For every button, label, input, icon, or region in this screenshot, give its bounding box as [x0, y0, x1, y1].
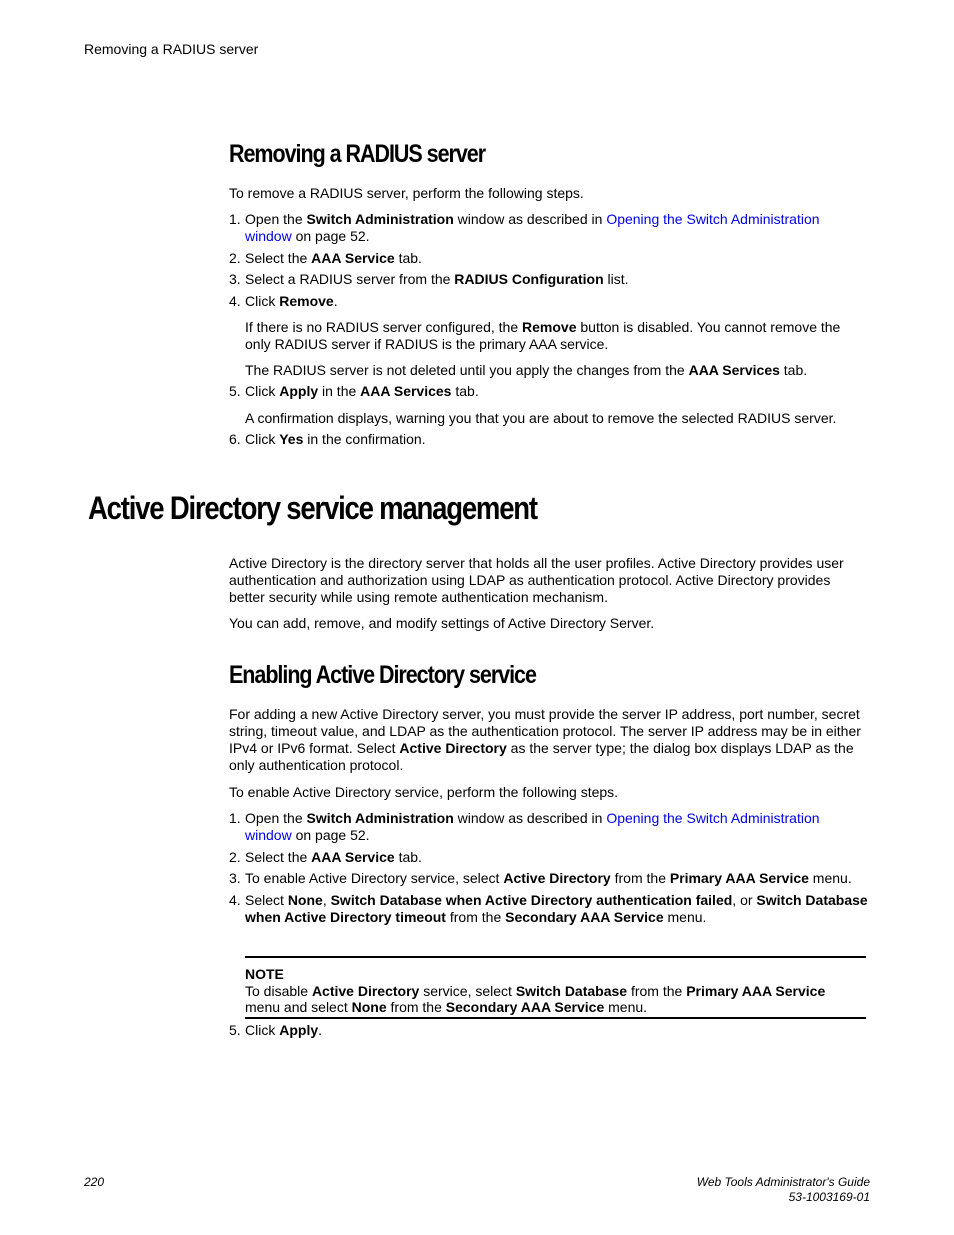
text-run: window as described in: [453, 810, 607, 826]
ui-term: RADIUS Configuration: [454, 271, 604, 287]
text-run: Select a RADIUS server from the: [245, 271, 455, 287]
text-run: Select: [245, 892, 288, 908]
ui-term: Secondary AAA Service: [445, 999, 605, 1015]
text-run: on page 52.: [291, 228, 370, 244]
step-text: [245, 211, 869, 245]
step-4-note-2: [245, 362, 869, 379]
note-top-rule: [245, 956, 866, 958]
text-run: in the confirmation.: [303, 431, 426, 447]
ui-term: Active Directory: [503, 870, 611, 886]
ui-term: Apply: [279, 383, 319, 399]
step-number: 6.: [229, 431, 241, 447]
note-bottom-rule: [245, 1017, 866, 1019]
section2-paragraph-1: [229, 706, 869, 774]
chapter-heading-active-directory: Active Directory service management: [88, 490, 537, 526]
note-label: NOTE: [245, 966, 284, 982]
text-run: as the server type; the dialog box displays LDAP as the only authentication protocol.: [229, 740, 854, 773]
step-2: [229, 849, 869, 866]
step-1: [229, 211, 869, 245]
note-text: [245, 983, 845, 1015]
text-run: menu.: [663, 909, 707, 925]
text-run: Open the: [245, 810, 307, 826]
ui-term: Switch Database when Active Directory authentication failed: [330, 892, 733, 908]
text-run: The RADIUS server is not deleted until you apply the changes from the: [245, 362, 689, 378]
text-run: window as described in: [453, 211, 607, 227]
step-text: [245, 271, 869, 288]
chapter-paragraph-2: You can add, remove, and modify settings of Active Directory Server.: [229, 615, 655, 631]
ui-term: Switch Administration: [306, 810, 454, 826]
text-run: ,: [322, 892, 331, 908]
step-1: [229, 810, 869, 844]
section2-paragraph-2: To enable Active Directory service, perform the following steps.: [229, 784, 619, 800]
ui-term: Primary AAA Service: [686, 983, 826, 999]
ui-term: None: [287, 892, 323, 908]
ui-term: Switch Database when Active Directory timeout: [245, 892, 868, 925]
text-run: tab.: [779, 362, 808, 378]
step-text: [245, 383, 869, 400]
ui-term: Primary AAA Service: [669, 870, 809, 886]
ui-term: Remove: [279, 293, 334, 309]
step-number: 4.: [229, 293, 241, 309]
text-run: service, select: [419, 983, 516, 999]
text-run: A confirmation displays, warning you that you are about to remove the selected RADIUS server.: [245, 410, 837, 426]
text-run: .: [318, 1022, 323, 1038]
step-number: 3.: [229, 271, 241, 287]
step-text: [245, 870, 869, 887]
step-number: 2.: [229, 250, 241, 266]
ui-term: AAA Services: [360, 383, 452, 399]
text-run: Click: [245, 431, 280, 447]
text-run: For adding a new Active Directory server, you must provide the server IP address, port number, secret string, timeout value, and LDAP as the authentication protocol. The server IP address may be in either IPv4 or IPv6 format. Select: [229, 706, 861, 756]
text-run: tab.: [394, 250, 422, 266]
text-run: Click: [245, 383, 280, 399]
step-4: [229, 892, 869, 926]
text-run: in the: [318, 383, 361, 399]
step-6: [229, 431, 869, 448]
ui-term: Apply: [279, 1022, 319, 1038]
text-run: Click: [245, 1022, 280, 1038]
step-5-note: [245, 410, 869, 427]
step-5: [229, 1022, 869, 1039]
section-heading-enabling-ad: Enabling Active Directory service: [229, 661, 536, 689]
intro-paragraph: To remove a RADIUS server, perform the following steps.: [229, 185, 584, 201]
step-4-note-1: [245, 319, 869, 353]
ui-term: Active Directory: [399, 740, 507, 756]
step-number: 5.: [229, 1022, 241, 1038]
text-run: tab.: [394, 849, 422, 865]
step-number: 1.: [229, 810, 241, 826]
section-heading-removing-radius: Removing a RADIUS server: [229, 140, 486, 168]
ui-term: AAA Service: [311, 849, 395, 865]
ui-term: Switch Administration: [306, 211, 454, 227]
text-run: button is disabled. You cannot remove the only RADIUS server if RADIUS is the primary AAA service.: [245, 319, 841, 352]
chapter-paragraph-1: Active Directory is the directory server that holds all the user profiles. Active Directory provides user authentication and authorization using LDAP as authentication protocol. Active Directory provides better security while using remote authentication mechanism.: [229, 555, 844, 605]
text-run: from the: [386, 999, 446, 1015]
step-text: [245, 892, 869, 926]
footer-doc-info: [697, 1175, 870, 1205]
step-text: [245, 1022, 869, 1039]
cross-reference-link[interactable]: Opening the Switch Administration window: [245, 810, 820, 843]
text-run: menu.: [808, 870, 852, 886]
running-header: Removing a RADIUS server: [84, 41, 259, 57]
text-run: Click: [245, 293, 280, 309]
text-run: tab.: [451, 383, 479, 399]
doc-number: 53-1003169-01: [788, 1190, 870, 1204]
ui-term: Remove: [522, 319, 577, 335]
step-number: 3.: [229, 870, 241, 886]
text-run: Select the: [245, 849, 312, 865]
ui-term: Secondary AAA Service: [505, 909, 664, 925]
step-text: [245, 250, 869, 267]
step-number: 2.: [229, 849, 241, 865]
ui-term: Yes: [279, 431, 304, 447]
step-3: [229, 271, 869, 288]
guide-title: Web Tools Administrator's Guide: [696, 1175, 870, 1189]
ui-term: None: [351, 999, 387, 1015]
page-number: 220: [84, 1175, 105, 1189]
cross-reference-link[interactable]: Opening the Switch Administration window: [245, 211, 820, 244]
step-text: [245, 810, 869, 844]
text-run: from the: [445, 909, 506, 925]
step-number: 4.: [229, 892, 241, 908]
ui-term: Switch Database: [515, 983, 628, 999]
text-run: To disable: [245, 983, 312, 999]
text-run: .: [333, 293, 338, 309]
ui-term: AAA Services: [688, 362, 780, 378]
step-3: [229, 870, 869, 887]
step-number: 5.: [229, 383, 241, 399]
step-2: [229, 250, 869, 267]
step-4: [229, 293, 869, 310]
ui-term: AAA Service: [311, 250, 395, 266]
text-run: from the: [610, 870, 670, 886]
step-text: [245, 293, 869, 310]
text-run: menu.: [604, 999, 648, 1015]
text-run: Open the: [245, 211, 307, 227]
step-text: [245, 849, 869, 866]
text-run: , or: [732, 892, 757, 908]
text-run: Select the: [245, 250, 312, 266]
text-run: menu and select: [245, 999, 352, 1015]
ui-term: Active Directory: [311, 983, 420, 999]
step-5: [229, 383, 869, 400]
step-number: 1.: [229, 211, 241, 227]
text-run: To enable Active Directory service, select: [245, 870, 504, 886]
text-run: from the: [627, 983, 687, 999]
text-run: on page 52.: [291, 827, 370, 843]
text-run: If there is no RADIUS server configured, the: [245, 319, 523, 335]
text-run: list.: [603, 271, 629, 287]
step-text: [245, 431, 869, 448]
